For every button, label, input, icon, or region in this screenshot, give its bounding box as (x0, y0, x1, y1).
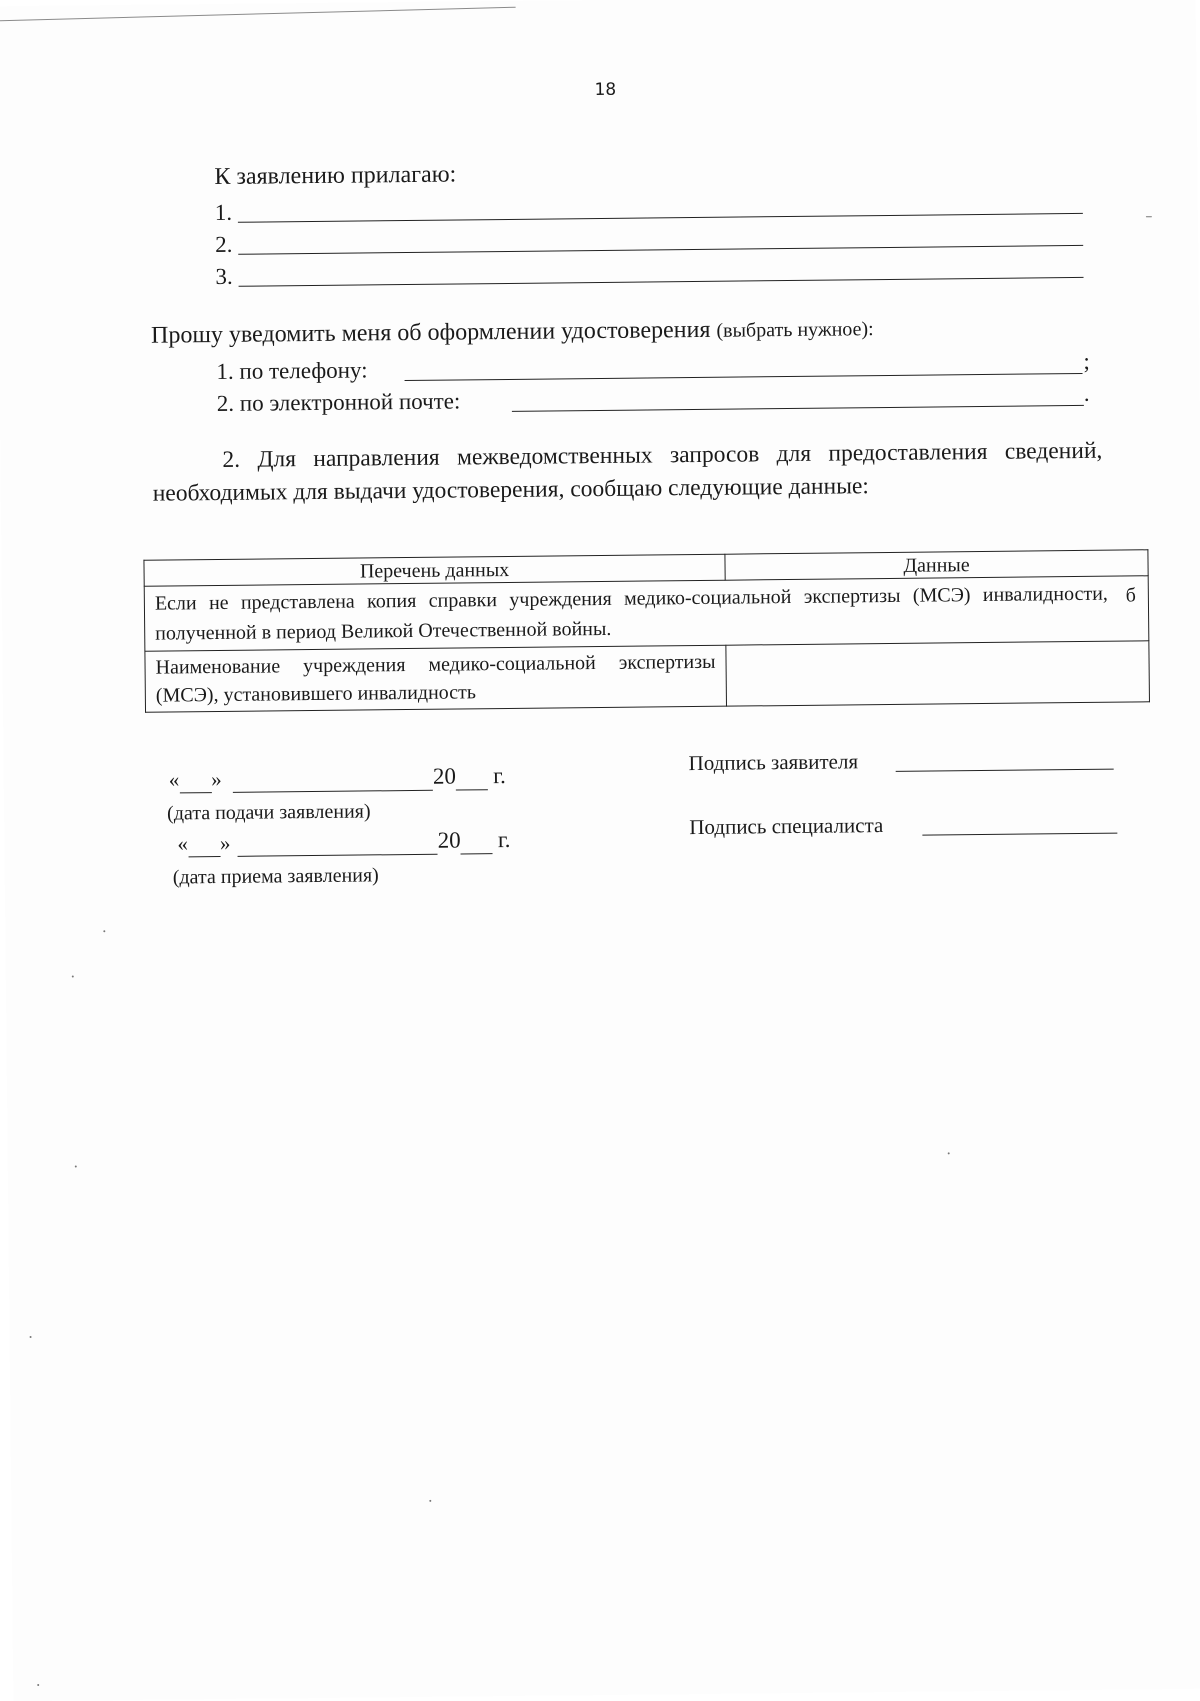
attachment-item-2-field[interactable] (238, 245, 1083, 255)
submission-date-quote-open: « (168, 767, 180, 792)
scan-speck (429, 1500, 431, 1502)
attachment-item-2-number: 2. (215, 231, 233, 258)
scan-speck (1146, 216, 1152, 217)
scan-speck (103, 930, 105, 932)
scan-speck (72, 976, 74, 978)
notify-hint: (выбрать нужное): (716, 318, 874, 342)
page-number: 18 (594, 79, 617, 101)
table-header-list: Перечень данных (144, 554, 725, 586)
submission-day-field[interactable] (179, 767, 211, 793)
table-row-label: Наименование учреждения медико-социальной экспертизы (МСЭ), установившего инвалидность (145, 645, 727, 712)
notify-email-label: 2. по электронной почте: (216, 388, 461, 417)
acceptance-year-field[interactable] (461, 828, 493, 854)
table-header-data: Данные (725, 550, 1148, 580)
acceptance-day-field[interactable] (188, 831, 220, 857)
table-note-text: Если не представлена копия справки учреждения медико-социальной экспертизы (МСЭ) инвалидности, полученной в период Великой Отечественной войны. (154, 582, 1108, 645)
table-note-row (144, 576, 1149, 652)
section-2-paragraph: 2. Для направления межведомственных запросов для предоставления сведений, необходимых для выдачи удостоверения, сообщаю следующие данные: (152, 437, 1103, 507)
applicant-signature-label: Подпись заявителя (688, 749, 859, 776)
scan-edge-line (0, 7, 516, 22)
submission-date-caption: (дата подачи заявления) (166, 800, 371, 825)
submission-date-line (169, 763, 506, 794)
data-table (143, 549, 1150, 713)
table-note-tail: б (1125, 584, 1136, 607)
email-field[interactable] (512, 405, 1084, 412)
scan-speck (30, 1336, 32, 1338)
applicant-signature-field[interactable] (896, 769, 1114, 772)
attachment-item-3-number: 3. (215, 263, 233, 290)
submission-year-prefix: 20 (432, 763, 457, 789)
notify-email-end: . (1083, 380, 1090, 406)
specialist-signature-field[interactable] (922, 833, 1117, 836)
specialist-signature-label: Подпись специалиста (689, 813, 884, 840)
scan-speck (75, 1166, 77, 1168)
phone-field[interactable] (405, 373, 1083, 381)
acceptance-year-prefix: 20 (437, 827, 461, 853)
attachment-item-3-field[interactable] (239, 277, 1084, 287)
notify-heading-text: Прошу уведомить меня об оформлении удостоверения (150, 316, 711, 349)
notify-phone-end: ; (1083, 348, 1090, 374)
scan-speck (948, 1152, 950, 1154)
submission-year-field[interactable] (456, 764, 488, 790)
submission-year-suffix: г. (493, 763, 506, 789)
attachment-item-1-number: 1. (214, 199, 233, 226)
acceptance-date-quote-close: » (219, 830, 231, 856)
acceptance-month-field[interactable] (238, 829, 438, 857)
notify-heading (151, 315, 874, 350)
scan-speck (37, 1684, 39, 1686)
notify-phone-label: 1. по телефону: (216, 357, 368, 385)
attachment-item-1-field[interactable] (238, 213, 1083, 223)
submission-date-quote-close: » (211, 766, 222, 792)
acceptance-year-suffix: г. (497, 826, 511, 853)
acceptance-date-caption: (дата приема заявления) (172, 864, 379, 889)
table-note-cell (144, 576, 1149, 652)
acceptance-date-quote-open: « (177, 831, 189, 856)
table-row (145, 641, 1150, 713)
table-row-value[interactable] (726, 641, 1150, 706)
attachments-heading: К заявлению прилагаю: (214, 161, 457, 191)
acceptance-date-line (177, 827, 510, 857)
submission-month-field[interactable] (233, 765, 433, 793)
